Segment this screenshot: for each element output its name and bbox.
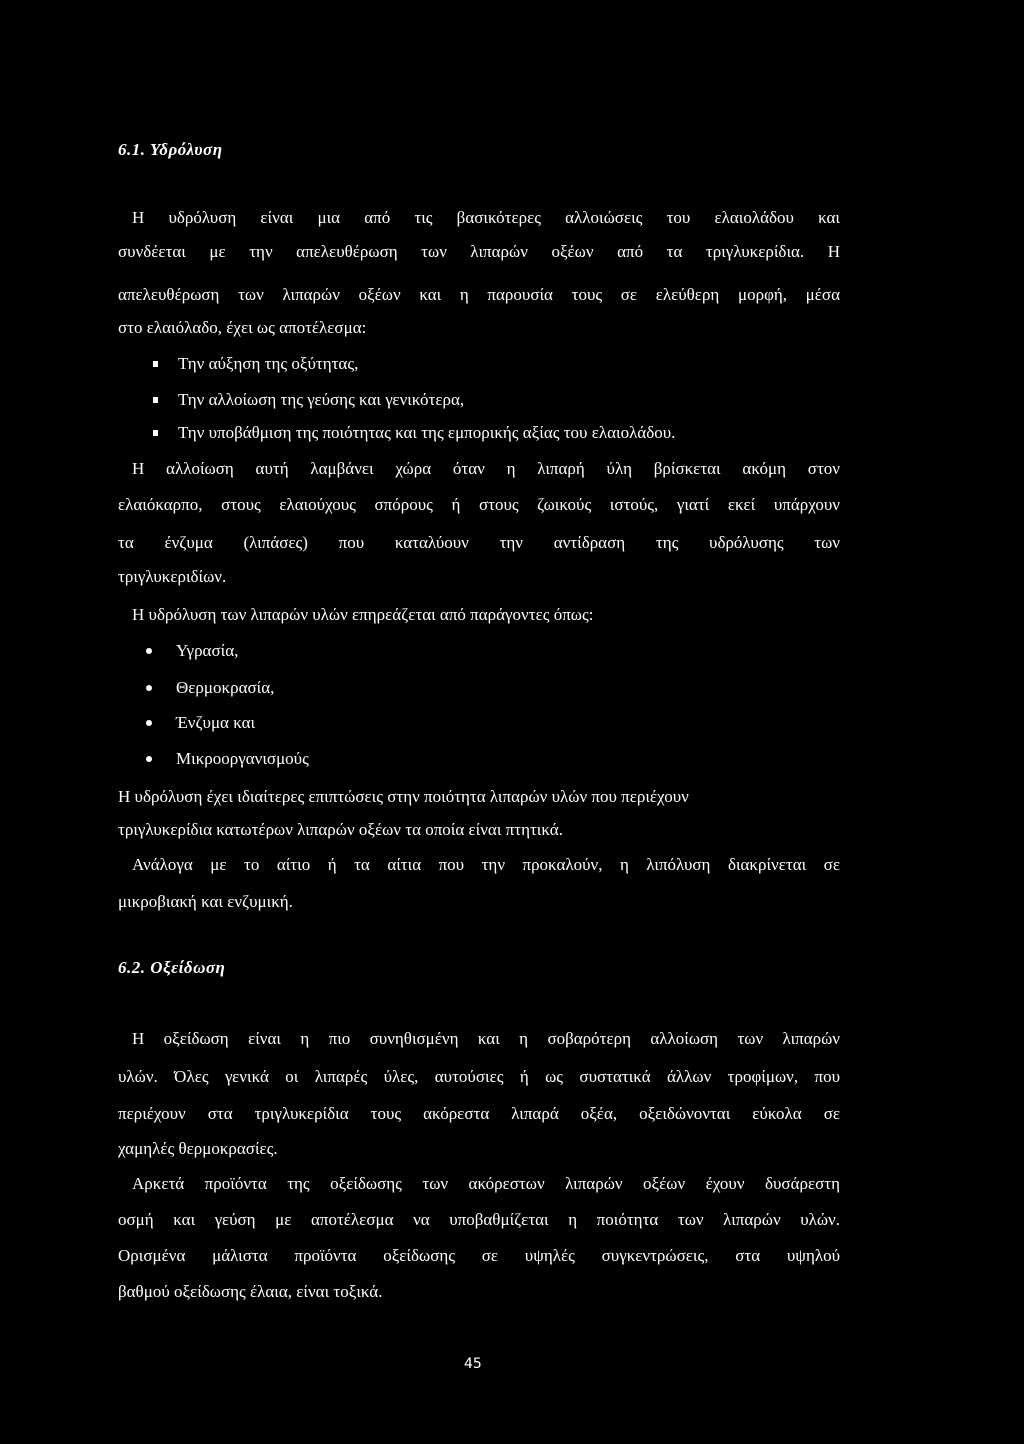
dot-bullet-icon bbox=[146, 756, 152, 762]
square-bullet-icon bbox=[153, 397, 158, 403]
list-item-text: Την υποβάθμιση της ποιότητας και της εμπορικής αξίας του ελαιολάδου. bbox=[178, 423, 676, 442]
section-heading-hydrolysis: 6.1. Υδρόλυση bbox=[118, 140, 223, 159]
paragraph-line: ελαιόκαρπο, στους ελαιούχους σπόρους ή στους ζωικούς ιστούς, γιατί εκεί υπάρχουν bbox=[118, 495, 840, 514]
section-heading-oxidation: 6.2. Οξείδωση bbox=[118, 958, 226, 977]
paragraph-line: τα ένζυμα (λιπάσες) που καταλύουν την αντίδραση της υδρόλυσης των bbox=[118, 533, 840, 552]
paragraph-line: Η υδρόλυση έχει ιδιαίτερες επιπτώσεις στην ποιότητα λιπαρών υλών που περιέχουν bbox=[118, 787, 689, 806]
paragraph-line: χαμηλές θερμοκρασίες. bbox=[118, 1139, 278, 1158]
paragraph-line: μικροβιακή και ενζυμική. bbox=[118, 892, 293, 911]
paragraph-line: οσμή και γεύση με αποτέλεσμα να υποβαθμίζεται η ποιότητα των λιπαρών υλών. bbox=[118, 1210, 840, 1229]
list-item bbox=[176, 711, 255, 735]
paragraph-line: Αρκετά προϊόντα της οξείδωσης των ακόρεστων λιπαρών οξέων έχουν δυσάρεστη bbox=[132, 1174, 840, 1193]
dot-bullet-icon bbox=[146, 685, 152, 691]
list-item bbox=[178, 421, 675, 445]
dot-bullet-icon bbox=[146, 648, 152, 654]
list-item-text: Ένζυμα και bbox=[176, 713, 256, 732]
paragraph-line: υλών. Όλες γενικά οι λιπαρές ύλες, αυτούσιες ή ως συστατικά άλλων τροφίμων, που bbox=[118, 1067, 840, 1086]
paragraph-line: Η υδρόλυση των λιπαρών υλών επηρεάζεται από παράγοντες όπως: bbox=[132, 605, 594, 624]
paragraph-line: στο ελαιόλαδο, έχει ως αποτέλεσμα: bbox=[118, 318, 367, 337]
dot-bullet-icon bbox=[146, 720, 152, 726]
paragraph-line: περιέχουν στα τριγλυκερίδια τους ακόρεστα λιπαρά οξέα, οξειδώνονται εύκολα σε bbox=[118, 1104, 840, 1123]
paragraph-line: Η υδρόλυση είναι μια από τις βασικότερες αλλοιώσεις του ελαιολάδου και bbox=[132, 208, 840, 227]
list-item-text: Θερμοκρασία, bbox=[176, 678, 275, 697]
list-item bbox=[176, 747, 309, 771]
list-item bbox=[178, 388, 464, 412]
paragraph-line: συνδέεται με την απελευθέρωση των λιπαρών οξέων από τα τριγλυκερίδια. Η bbox=[118, 242, 840, 261]
list-item-text: Μικροοργανισμούς bbox=[176, 749, 309, 768]
list-item bbox=[176, 639, 238, 663]
paragraph-line: τριγλυκερίδια κατωτέρων λιπαρών οξέων τα οποία είναι πτητικά. bbox=[118, 820, 563, 839]
paragraph-line: Ανάλογα με το αίτιο ή τα αίτια που την προκαλούν, η λιπόλυση διακρίνεται σε bbox=[132, 855, 840, 874]
list-item-text: Την αλλοίωση της γεύσης και γενικότερα, bbox=[178, 390, 465, 409]
paragraph-line: βαθμού οξείδωσης έλαια, είναι τοξικά. bbox=[118, 1282, 383, 1301]
paragraph-line: Η αλλοίωση αυτή λαμβάνει χώρα όταν η λιπαρή ύλη βρίσκεται ακόμη στον bbox=[132, 459, 840, 478]
page-number: 45 bbox=[464, 1356, 482, 1372]
paragraph-line: Ορισμένα μάλιστα προϊόντα οξείδωσης σε υψηλές συγκεντρώσεις, στα υψηλού bbox=[118, 1246, 840, 1265]
list-item bbox=[176, 676, 274, 700]
paragraph-line: Η οξείδωση είναι η πιο συνηθισμένη και η σοβαρότερη αλλοίωση των λιπαρών bbox=[132, 1029, 840, 1048]
paragraph-line: απελευθέρωση των λιπαρών οξέων και η παρουσία τους σε ελεύθερη μορφή, μέσα bbox=[118, 285, 840, 304]
list-item bbox=[178, 352, 358, 376]
list-item-text: Υγρασία, bbox=[176, 641, 239, 660]
document-page bbox=[118, 0, 840, 1444]
paragraph-line: τριγλυκεριδίων. bbox=[118, 567, 227, 586]
square-bullet-icon bbox=[153, 361, 158, 367]
list-item-text: Την αύξηση της οξύτητας, bbox=[178, 354, 359, 373]
square-bullet-icon bbox=[153, 430, 158, 436]
